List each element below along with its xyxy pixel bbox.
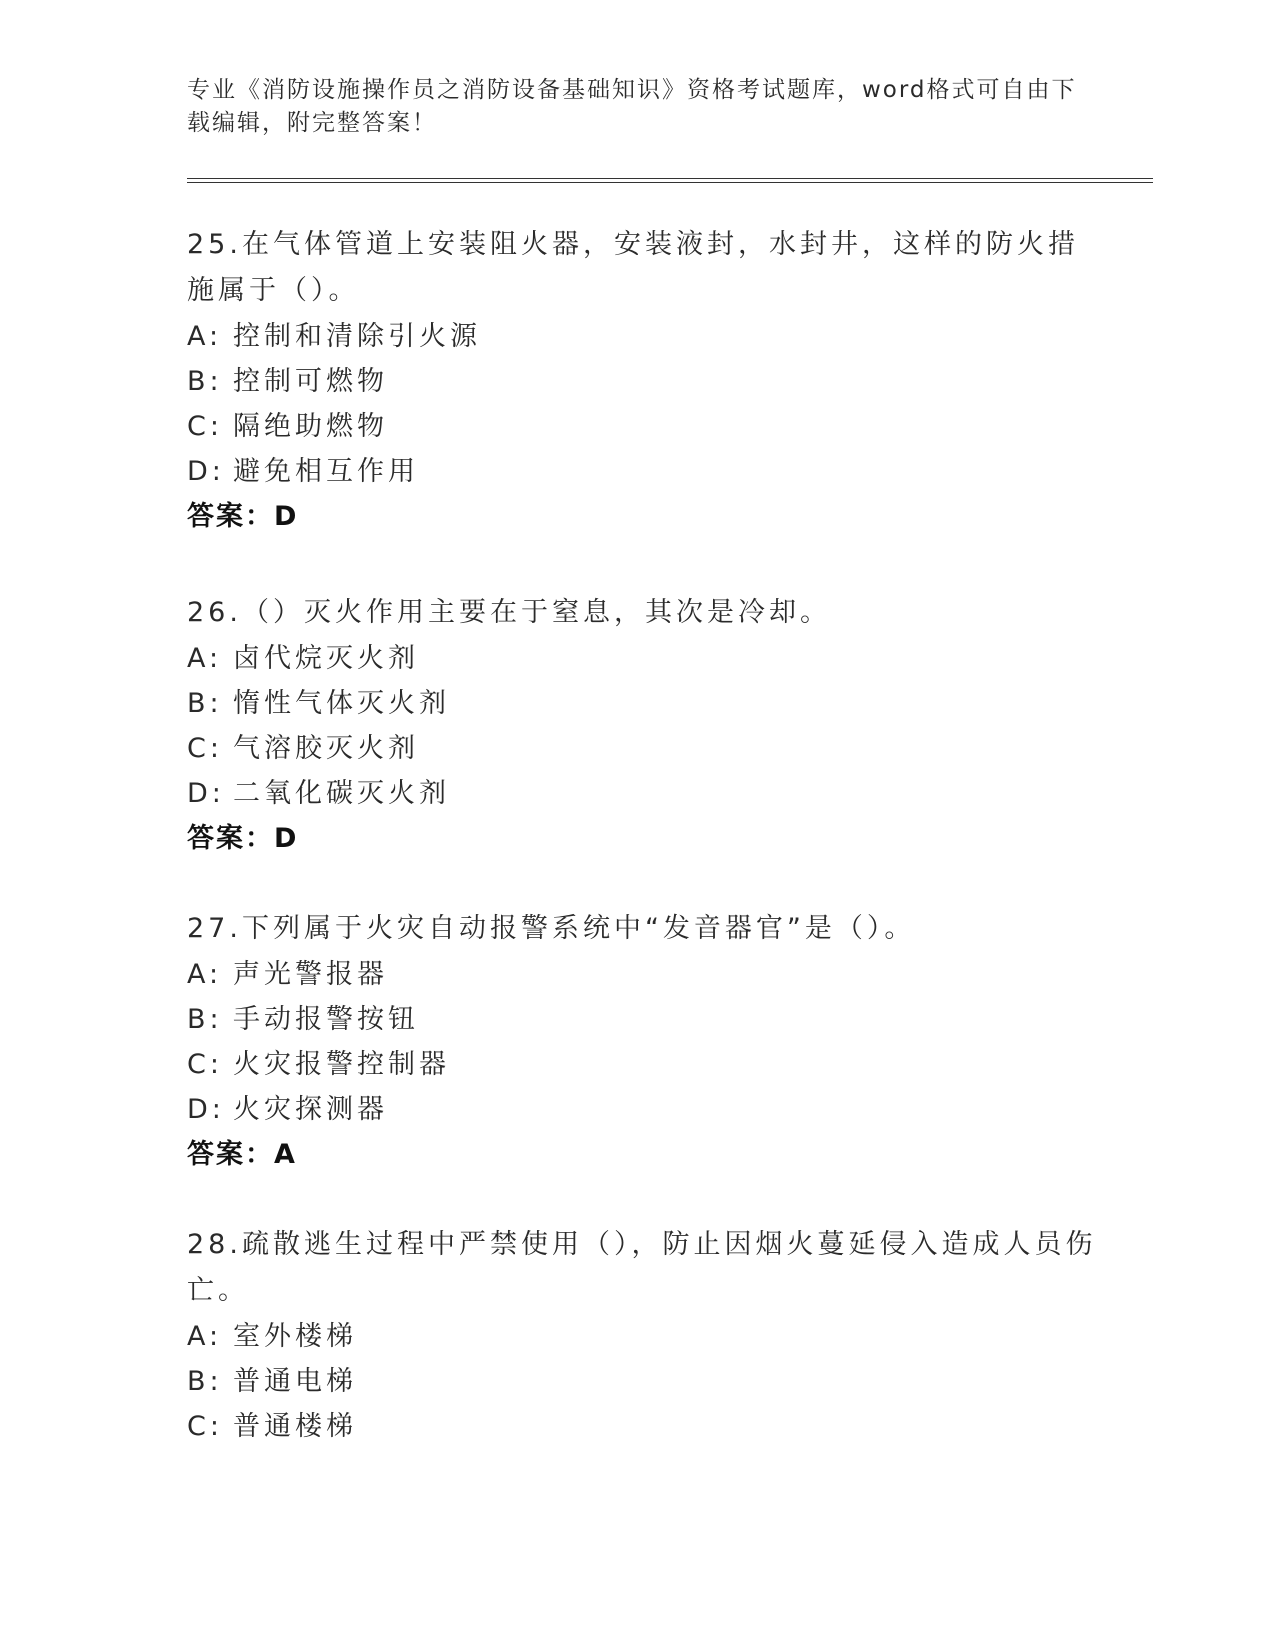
option-a: [187, 952, 1107, 997]
question-25: [187, 222, 1107, 540]
option-text: 火灾报警控制器: [233, 1049, 450, 1080]
option-key: C:: [187, 1049, 223, 1080]
option-text: 隔绝助燃物: [233, 411, 388, 442]
option-list: [187, 636, 1107, 816]
option-text: 手动报警按钮: [233, 1004, 419, 1035]
option-key: A:: [187, 1321, 223, 1352]
option-key: B:: [187, 366, 223, 397]
option-text: 控制可燃物: [233, 366, 388, 397]
option-a: [187, 314, 1107, 359]
option-d: [187, 771, 1107, 816]
option-text: 卤代烷灭火剂: [233, 643, 419, 674]
question-26: [187, 590, 1107, 862]
option-key: B:: [187, 1366, 223, 1397]
divider-line-top: [187, 178, 1153, 179]
option-b: [187, 997, 1107, 1042]
option-b: [187, 359, 1107, 404]
option-text: 普通楼梯: [233, 1411, 357, 1442]
option-text: 二氧化碳灭火剂: [233, 778, 450, 809]
option-list: [187, 952, 1107, 1132]
option-c: [187, 1042, 1107, 1087]
option-a: [187, 636, 1107, 681]
option-text: 控制和清除引火源: [233, 321, 481, 352]
option-key: C:: [187, 411, 223, 442]
question-27: [187, 906, 1107, 1178]
option-b: [187, 681, 1107, 726]
option-c: [187, 404, 1107, 449]
answer-text: 答案：D: [187, 501, 299, 532]
option-key: D:: [187, 1094, 225, 1125]
question-stem: 28.疏散逃生过程中严禁使用（），防止因烟火蔓延侵入造成人员伤亡。: [187, 1229, 1097, 1306]
option-text: 声光警报器: [233, 959, 388, 990]
question-stem: 25.在气体管道上安装阻火器，安装液封，水封井，这样的防火措施属于（）。: [187, 229, 1079, 306]
question-stem: 27.下列属于火灾自动报警系统中“发音器官”是（）。: [187, 913, 916, 944]
option-key: B:: [187, 688, 223, 719]
option-c: [187, 1404, 1107, 1449]
option-list: [187, 314, 1107, 494]
document-header: 专业《消防设施操作员之消防设备基础知识》资格考试题库，word格式可自由下载编辑，附完整答案！: [187, 77, 1077, 136]
option-d: [187, 1087, 1107, 1132]
option-list: [187, 1314, 1107, 1449]
option-d: [187, 449, 1107, 494]
question-stem: 26.（）灭火作用主要在于窒息，其次是冷却。: [187, 597, 831, 628]
answer-text: 答案：A: [187, 1139, 297, 1170]
answer-text: 答案：D: [187, 823, 299, 854]
option-key: D:: [187, 778, 225, 809]
option-text: 室外楼梯: [233, 1321, 357, 1352]
option-text: 火灾探测器: [233, 1094, 388, 1125]
option-text: 惰性气体灭火剂: [233, 688, 450, 719]
option-key: D:: [187, 456, 225, 487]
header-divider: [187, 178, 1153, 184]
option-text: 普通电梯: [233, 1366, 357, 1397]
option-key: C:: [187, 1411, 223, 1442]
option-c: [187, 726, 1107, 771]
option-text: 气溶胶灭火剂: [233, 733, 419, 764]
option-key: A:: [187, 643, 223, 674]
option-b: [187, 1359, 1107, 1404]
divider-line-bottom: [187, 182, 1153, 183]
option-key: C:: [187, 733, 223, 764]
option-key: A:: [187, 321, 223, 352]
option-text: 避免相互作用: [233, 456, 419, 487]
question-28: [187, 1222, 1107, 1449]
option-key: A:: [187, 959, 223, 990]
option-key: B:: [187, 1004, 223, 1035]
option-a: [187, 1314, 1107, 1359]
